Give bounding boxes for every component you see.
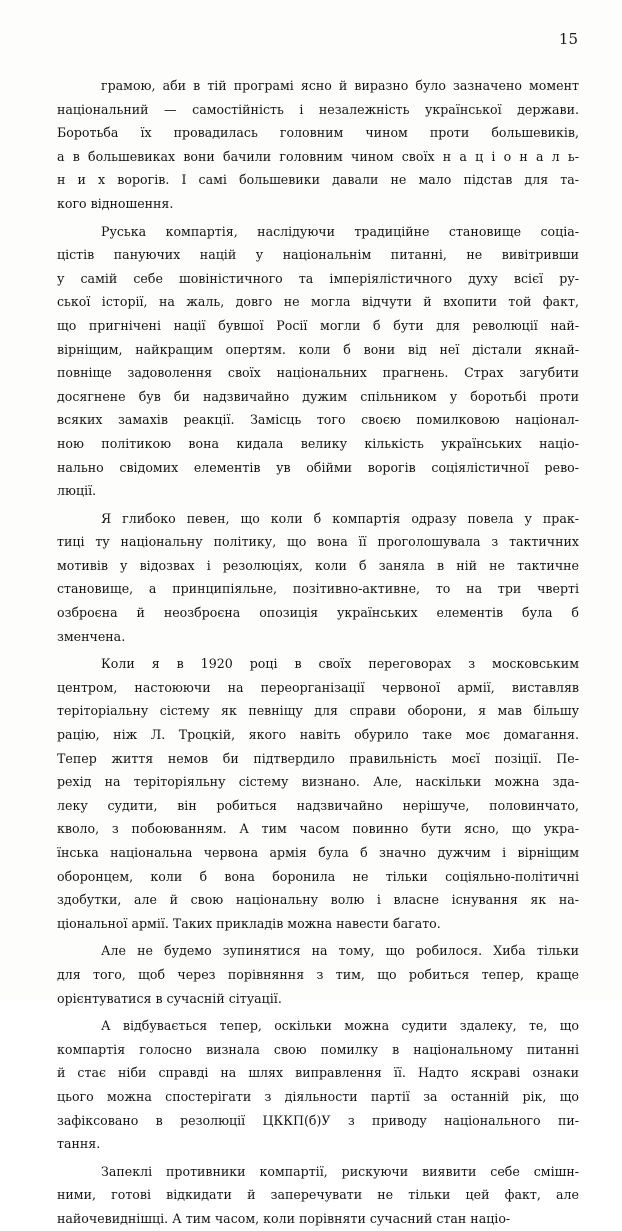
text-line: становище, а принципіяльне, позітивно-активне, то на три чверті <box>57 581 579 597</box>
paragraph <box>57 1160 579 1231</box>
text-line: Коли я в 1920 році в своїх переговорах з московським <box>101 656 579 672</box>
paragraph <box>57 652 579 935</box>
text-line: найочевиднішці. А тим часом, коли порівняти сучасний стан націо- <box>57 1210 511 1226</box>
text-line: оборонцем, коли б вона боронила не тільки соціяльно-політичні <box>57 868 579 884</box>
text-line: цього можна спостерігати з діяльности партії за останній рік, що <box>57 1088 579 1104</box>
text-line: повніще задоволення своїх національних прагнень. Страх загубити <box>57 365 579 381</box>
text-line: Я глибоко певен, що коли б компартія одразу повела у прак- <box>101 510 579 526</box>
text-line: А відбувається тепер, оскільки можна судити здалеку, те, що <box>101 1018 579 1034</box>
text-line: орієнтуватися в сучасній сітуації. <box>57 990 282 1006</box>
text-line: нально свідомих елементів ув обійми ворогів соціялістичної рево- <box>57 459 579 475</box>
text-line: кволо, з побоюванням. А тим часом повинно бути ясно, що укра- <box>57 821 579 837</box>
text-line: зменчена. <box>57 628 126 644</box>
text-line: рацію, ніж Л. Троцкій, якого навіть обурило таке моє домагання. <box>57 727 579 743</box>
text-line: теріторіальну сістему як певніщу для справи оборони, я мав більшу <box>57 703 579 719</box>
text-line: їнська національна червона армія була б значно дужчим і вірніщим <box>57 845 579 860</box>
text-line: цістів пануючих націй у національнім питанні, не вивітривши <box>57 247 579 263</box>
text-line: ської історії, на жаль, довго не могла відчути й вхопити той факт, <box>57 294 579 310</box>
text-line: здобутки, але й свою національну волю і власне існування як на- <box>57 892 579 908</box>
body-text <box>57 74 579 1231</box>
text-line: тання. <box>57 1136 101 1152</box>
text-line: озброєна й неозброєна опозиція українських елементів була б <box>57 605 579 621</box>
text-line: вірніщим, найкращим опертям. коли б вони від неї дістали якнай- <box>57 341 579 357</box>
text-line: рехід на теріторіяльну сістему визнано. Але, наскільки можна зда- <box>57 774 579 790</box>
text-line: зафіксовано в резолюції ЦККП(б)У з приводу національного пи- <box>57 1112 579 1128</box>
paragraph <box>57 1014 579 1156</box>
paragraph <box>57 507 579 649</box>
text-line: ною політикою вона кидала велику кількість українських націо- <box>57 435 579 451</box>
text-line: й стає ніби справді на шлях виправлення її. Надто яскраві ознаки <box>57 1065 579 1081</box>
text-line: Боротьба їх провадилась головним чином проти большевиків, <box>57 125 579 141</box>
text-line: всяких замахів реакції. Замісць того своєю помилковою націонал- <box>57 412 579 428</box>
text-line: леку судити, він робиться надзвичайно нерішуче, половинчато, <box>57 797 579 813</box>
text-line: національний — самостійність і незалежність української держави. <box>57 101 579 117</box>
text-line: ціональної армії. Таких прикладів можна навести багато. <box>57 915 441 931</box>
text-line: а в большевиках вони бачили головним чином своїх н а ц і о н а л ь- <box>57 148 579 164</box>
text-line: тиці ту національну політику, що вона її проголошувала з тактичних <box>57 534 579 550</box>
paragraph <box>57 220 579 503</box>
text-line: Руська компартія, наслідуючи традиційне становище соціа- <box>101 223 579 239</box>
page-number: 15 <box>558 30 578 48</box>
text-line: центром, настоюючи на переорганізації червоної армії, виставляв <box>57 679 579 695</box>
text-line: у самій себе шовіністичного та імперіялістичного духу всієї ру- <box>57 270 579 286</box>
text-line: мотивів у відозвах і резолюціях, коли б заняла в ній не тактичне <box>57 557 579 573</box>
text-line: компартія голосно визнала свою помилку в національному питанні <box>57 1041 579 1057</box>
text-line: ними, готові відкидати й заперечувати не тільки цей факт, але <box>57 1187 579 1203</box>
text-line: кого відношення. <box>57 195 174 211</box>
text-line: грамою, аби в тій програмі ясно й виразно було зазначено момент <box>101 78 579 93</box>
paragraph <box>57 74 579 216</box>
text-line: Але не будемо зупинятися на тому, що робилося. Хиба тільки <box>101 943 579 959</box>
text-line: для того, щоб через порівняння з тим, що робиться тепер, краще <box>57 966 579 982</box>
text-line: досягнене був би надзвичайно дужим спільником у боротьбі проти <box>57 388 579 404</box>
text-line: Тепер життя немов би підтвердило правильність моєї позіції. Пе- <box>57 750 579 766</box>
text-line: люції. <box>57 483 97 499</box>
text-line: що пригнічені нації бувшої Росії могли б бути для революції най- <box>57 317 579 333</box>
text-line: н и х ворогів. І самі большевики давали не мало підстав для та- <box>57 172 579 188</box>
text-line: Запеклі противники компартії, рискуючи виявити себе смішн- <box>101 1163 579 1179</box>
